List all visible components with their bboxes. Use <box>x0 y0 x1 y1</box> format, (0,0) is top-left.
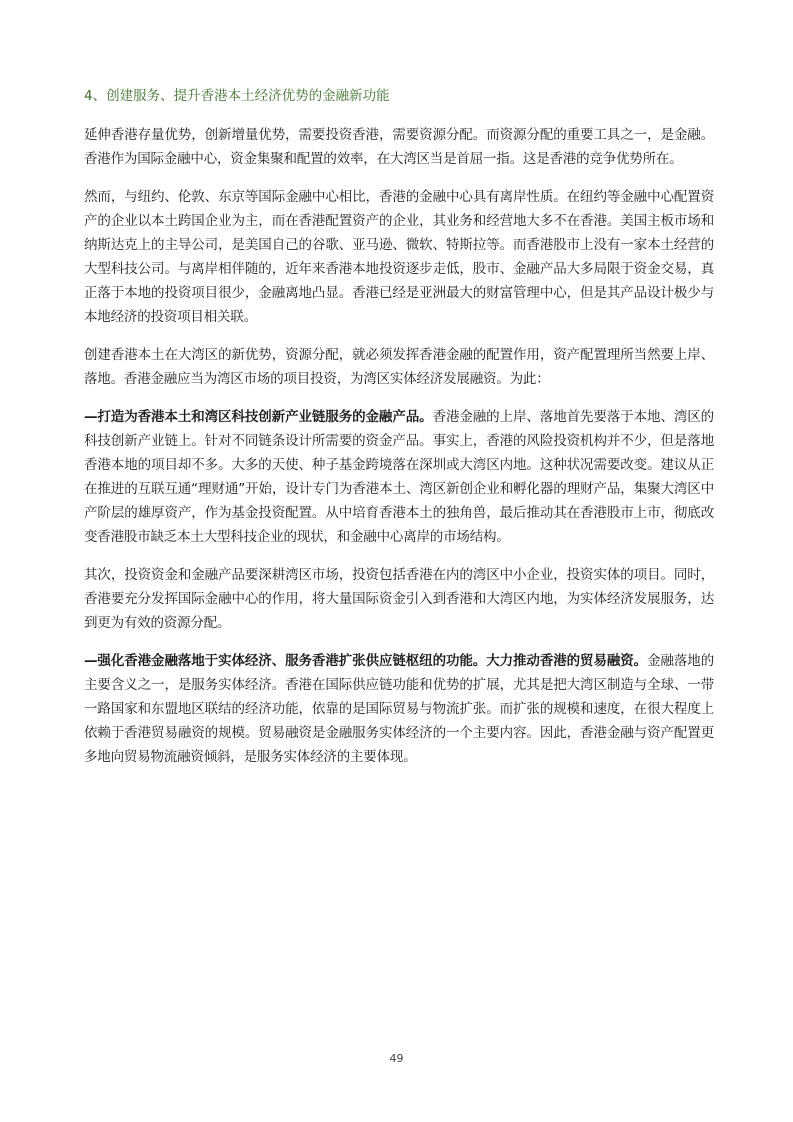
paragraph-2-text: 然而，与纽约、伦敦、东京等国际金融中心相比，香港的金融中心具有离岸性质。在纽约等金融中心配置资产的企业以本土跨国企业为主，而在香港配置资产的企业，其业务和经营地大多不在香港。美国主板市场和纳斯达克上的主导公司，是美国自己的谷歌、亚马逊、微软、特斯拉等。而香港股市上没有一家本土经营的大型科技公司。与离岸相伴随的，近年来香港本地投资逐步走低，股市、金融产品大多局限于资金交易，真正落于本地的投资项目很少，金融离地凸显。香港已经是亚洲最大的财富管理中心，但是其产品设计极少与本地经济的投资项目相关联。 <box>84 189 714 325</box>
paragraph-4-lead: —打造为香港本土和湾区科技创新产业链服务的金融产品。 <box>84 409 433 425</box>
paragraph-6-text: 金融落地的主要含义之一，是服务实体经济。香港在国际供应链功能和优势的扩展，尤其是把大湾区制造与全球、一带一路国家和东盟地区联结的经济功能，依靠的是国际贸易与物流扩张。而扩张的规模和速度，在很大程度上依赖于香港贸易融资的规模。贸易融资是金融服务实体经济的一个主要内容。因此，香港金融与资产配置更多地向贸易物流融资倾斜，是服务实体经济的主要体现。 <box>84 653 715 765</box>
paragraph-6 <box>84 649 714 769</box>
paragraph-4-text: 香港金融的上岸、落地首先要落于本地、湾区的科技创新产业链上。针对不同链条设计所需要的资金产品。事实上，香港的风险投资机构并不少，但是落地香港本地的项目却不多。大多的天使、种子基金跨境落在深圳或大湾区内地。这种状况需要改变。建议从正在推进的互联互通“理财通”开始，设计专门为香港本土、湾区新创企业和孵化器的理财产品，集聚大湾区中产阶层的雄厚资产，作为基金投资配置。从中培育香港本土的独角兽，最后推动其在香港股市上市，彻底改变香港股市缺乏本土大型科技企业的现状，和金融中心离岸的市场结构。 <box>84 409 714 545</box>
section-heading: 4、创建服务、提升香港本土经济优势的金融新功能 <box>84 88 390 104</box>
paragraph-6-lead: —强化香港金融落地于实体经济、服务香港扩张供应链枢纽的功能。大力推动香港的贸易融资。 <box>84 653 648 669</box>
paragraph-2 <box>84 185 714 329</box>
document-page <box>84 84 714 783</box>
paragraph-1 <box>84 123 714 171</box>
page-number: 49 <box>389 1052 404 1065</box>
paragraph-3-text: 创建香港本土在大湾区的新优势，资源分配，就必须发挥香港金融的配置作用，资产配置理所当然要上岸、落地。香港金融应当为湾区市场的项目投资，为湾区实体经济发展融资。为此： <box>84 347 714 387</box>
paragraph-5 <box>84 563 714 635</box>
paragraph-4 <box>84 405 714 549</box>
paragraph-5-text: 其次，投资资金和金融产品要深耕湾区市场，投资包括香港在内的湾区中小企业，投资实体的项目。同时，香港要充分发挥国际金融中心的作用，将大量国际资金引入到香港和大湾区内地，为实体经济发展服务，达到更为有效的资源分配。 <box>84 567 714 631</box>
paragraph-3 <box>84 343 714 391</box>
paragraph-1-text: 延伸香港存量优势，创新增量优势，需要投资香港，需要资源分配。而资源分配的重要工具之一，是金融。香港作为国际金融中心，资金集聚和配置的效率，在大湾区当是首屈一指。这是香港的竞争优势所在。 <box>84 127 714 167</box>
